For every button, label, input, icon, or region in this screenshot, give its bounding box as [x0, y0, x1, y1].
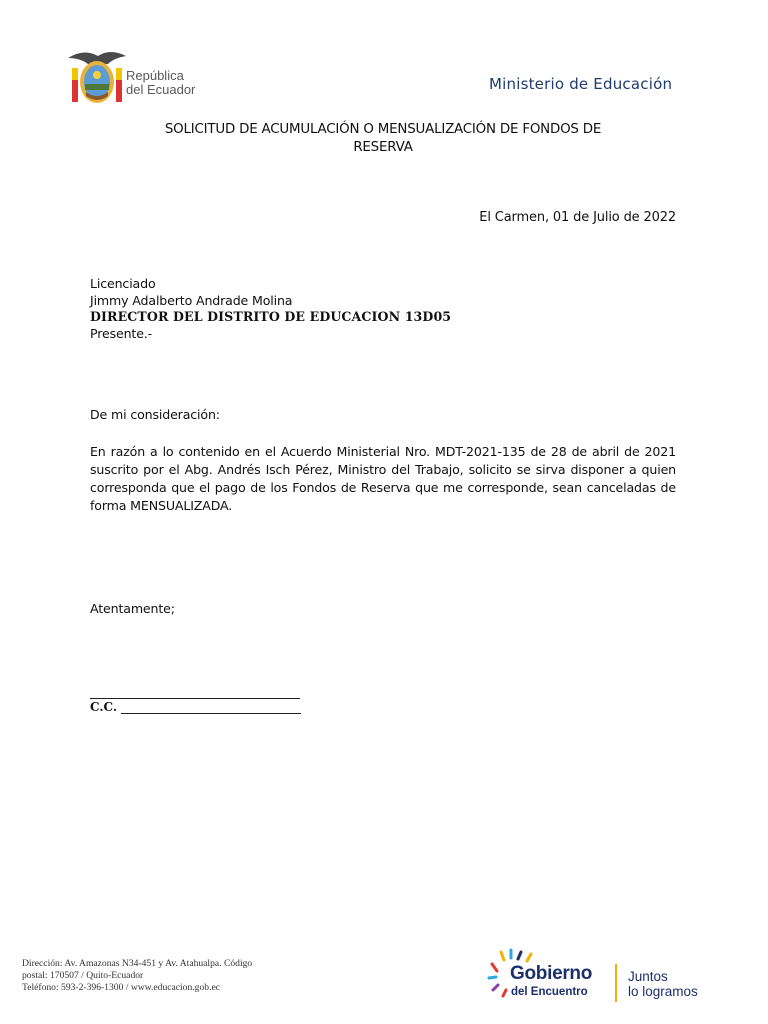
republica-del-ecuador-text — [126, 69, 195, 97]
republic-line-1: República — [126, 68, 184, 83]
signature-line — [90, 688, 300, 699]
request-paragraph: En razón a lo contenido en el Acuerdo Ministerial Nro. MDT-2021-135 de 28 de abril de 2021 suscrito por el Abg. Andrés Isch Pérez, Ministro del Trabajo, solicito se sirva disponer a quien corresponda que el pago de los Fondos de Reserva que me corresponde, sean canceladas de forma MENSUALIZADA. — [90, 444, 676, 513]
letter-date: El Carmen, 01 de Julio de 2022 — [479, 210, 676, 225]
closing-line: Atentamente; — [90, 601, 175, 616]
footer-address — [22, 958, 252, 994]
footer-address-line-2: postal: 170507 / Quito-Ecuador — [22, 970, 144, 981]
ministry-name: Ministerio de Educación — [489, 75, 673, 93]
addressee-position: DIRECTOR DEL DISTRITO DE EDUCACION 13D05 — [90, 309, 452, 324]
footer-address-line-3: Teléfono: 593-2-396-1300 / www.educacion.gob.ec — [22, 982, 220, 993]
title-line-2: RESERVA — [353, 140, 413, 155]
cc-label: C.C. — [90, 700, 118, 714]
addressee-block — [90, 276, 451, 342]
juntos-lo-logramos-slogan — [628, 969, 698, 999]
logo-separator — [615, 964, 617, 1002]
cc-line — [121, 713, 301, 714]
title-line-1: SOLICITUD DE ACUMULACIÓN O MENSUALIZACIÓN DE FONDOS DE — [164, 122, 602, 137]
del-encuentro-text: del Encuentro — [511, 986, 588, 998]
slogan-line-1: Juntos — [628, 969, 668, 984]
addressee-title: Licenciado — [90, 276, 156, 291]
document-title — [90, 121, 676, 157]
slogan-line-2: lo logramos — [628, 984, 698, 999]
gobierno-wordmark: Gobierno — [510, 963, 593, 984]
addressee-presente: Presente.- — [90, 325, 153, 341]
addressee-name: Jimmy Adalberto Andrade Molina — [90, 292, 293, 308]
republic-line-2: del Ecuador — [126, 82, 196, 97]
salutation: De mi consideración: — [90, 407, 220, 422]
footer-address-line-1: Dirección: Av. Amazonas N34-451 y Av. Atahualpa. Código — [22, 958, 253, 969]
